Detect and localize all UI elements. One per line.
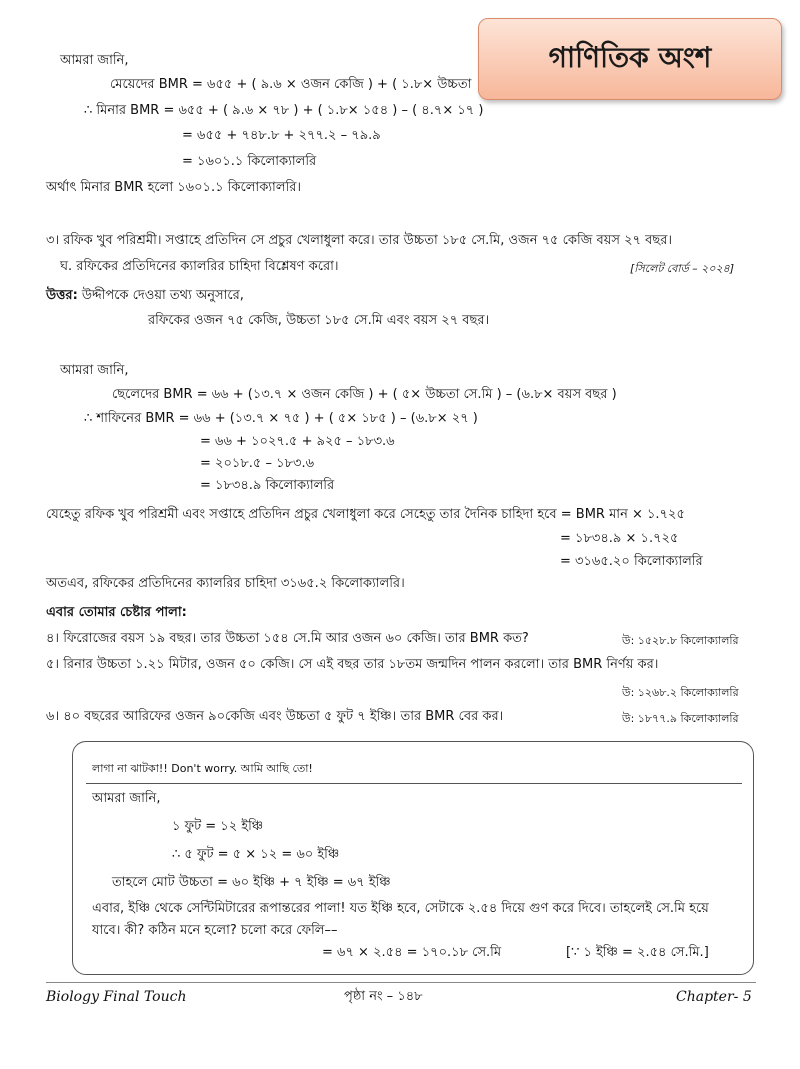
- practice-heading: এবার তোমার চেষ্টার পালা:: [46, 605, 187, 620]
- callout-we-know: আমরা জানি,: [92, 791, 161, 806]
- callout-line-4: এবার, ইঞ্চি থেকে সেন্টিমিটারের রূপান্তরের পালা! যত ইঞ্চি হবে, সেটাকে ২.৫৪ দিয়ে গুণ করে দিবে। তাহলেই সে.মি হয়ে: [92, 901, 709, 916]
- callout-conversion-note: [∵ ১ ইঞ্চি = ২.৫৪ সে.মি.]: [566, 945, 709, 960]
- practice-answer-4: উ: ১৫২৮.৮ কিলোক্যালরি: [622, 634, 739, 647]
- question-3-source: [সিলেট বোর্ড – ২০২৪]: [630, 262, 735, 275]
- answer-line: [46, 287, 244, 305]
- female-bmr-formula: মেয়েদের BMR = ৬৫৫ + ( ৯.৬ × ওজন কেজি ) + ( ১.৮× উচ্চতা: [110, 77, 472, 92]
- answer-text: উদ্দীপকে দেওয়া তথ্য অনুসারে,: [81, 288, 244, 303]
- shafin-bmr-step4: = ১৮৩৪.৯ কিলোক্যালরি: [200, 478, 335, 493]
- section-banner: [478, 18, 782, 100]
- shafin-bmr-step3: = ২০১৮.৫ – ১৮৩.৬: [200, 456, 315, 471]
- answer-label: উত্তর:: [46, 288, 78, 303]
- mina-bmr-step1: ∴ মিনার BMR = ৬৫৫ + ( ৯.৬ × ৭৮ ) + ( ১.৮× ১৫৪ ) – ( ৪.৭× ১৭ ): [84, 103, 484, 118]
- daily-need-conclusion: অতএব, রফিকের প্রতিদিনের ক্যালরির চাহিদা ৩১৬৫.২ কিলোক্যালরি।: [46, 576, 405, 591]
- mina-bmr-step2: = ৬৫৫ + ৭৪৮.৮ + ২৭৭.২ – ৭৯.৯: [182, 128, 381, 143]
- callout-line-2: ∴ ৫ ফুট = ৫ × ১২ = ৬০ ইঞ্চি: [172, 847, 340, 862]
- practice-question-5: ৫। রিনার উচ্চতা ১.২১ মিটার, ওজন ৫০ কেজি। সে এই বছর তার ১৮তম জন্মদিন পালন করলো। তার BMR নির্ণয় কর।: [46, 657, 659, 672]
- question-3-text: ৩। রফিক খুব পরিশ্রমী। সপ্তাহে প্রতিদিন সে প্রচুর খেলাধুলা করে। তার উচ্চতা ১৮৫ সে.মি, ওজন ৭৫ কেজি বয়স ২৭ বছর।: [46, 233, 673, 248]
- daily-need-step2: = ৩১৬৫.২০ কিলোক্যালরি: [560, 554, 703, 569]
- footer-book-title: Biology Final Touch: [46, 989, 187, 1005]
- callout-line-6: = ৬৭ × ২.৫৪ = ১৭০.১৮ সে.মি: [322, 945, 502, 960]
- shafin-bmr-step1: ∴ শাফিনের BMR = ৬৬ + (১৩.৭ × ৭৫ ) + ( ৫× ১৮৫ ) – (৬.৮× ২৭ ): [84, 411, 478, 426]
- callout-line-1: ১ ফুট = ১২ ইঞ্চি: [172, 819, 264, 834]
- given-data: রফিকের ওজন ৭৫ কেজি, উচ্চতা ১৮৫ সে.মি এবং বয়স ২৭ বছর।: [148, 313, 490, 328]
- banner-title: গাণিতিক অংশ: [548, 40, 712, 74]
- practice-answer-5: উ: ১২৬৮.২ কিলোক্যালরি: [622, 686, 739, 699]
- daily-need-step1: = ১৮৩৪.৯ × ১.৭২৫: [560, 531, 679, 546]
- mina-bmr-step3: = ১৬০১.১ কিলোক্যালরি: [182, 154, 317, 169]
- footer-divider: [46, 982, 756, 983]
- question-3-sub: ঘ. রফিকের প্রতিদিনের ক্যালরির চাহিদা বিশ্লেষণ করো।: [60, 259, 339, 274]
- callout-title: লাগা না ঝাটকা!! Don't worry. আমি আছি তো!: [92, 762, 313, 775]
- male-bmr-formula: ছেলেদের BMR = ৬৬ + (১৩.৭ × ওজন কেজি ) + ( ৫× উচ্চতা সে.মি ) – (৬.৮× বয়স বছর ): [112, 387, 617, 402]
- footer-page-number: পৃষ্ঠা নং – ১৪৮: [344, 989, 423, 1004]
- practice-question-4: ৪। ফিরোজের বয়স ১৯ বছর। তার উচ্চতা ১৫৪ সে.মি আর ওজন ৬০ কেজি। তার BMR কত?: [46, 631, 529, 646]
- practice-answer-6: উ: ১৮৭৭.৯ কিলোক্যালরি: [622, 712, 739, 725]
- shafin-bmr-step2: = ৬৬ + ১০২৭.৫ + ৯২৫ – ১৮৩.৬: [200, 434, 395, 449]
- practice-question-6: ৬। ৪০ বছরের আরিফের ওজন ৯০কেজি এবং উচ্চতা ৫ ফুট ৭ ইঞ্চি। তার BMR বের কর।: [46, 709, 504, 724]
- footer-chapter: Chapter- 5: [676, 989, 752, 1005]
- callout-line-5: যাবে। কী? কঠিন মনে হলো? চলো করে ফেলি––: [92, 923, 338, 938]
- we-know-text-2: আমরা জানি,: [60, 363, 129, 378]
- mina-bmr-conclusion: অর্থাৎ মিনার BMR হলো ১৬০১.১ কিলোক্যালরি।: [46, 180, 302, 195]
- callout-divider: [86, 783, 742, 784]
- we-know-text: আমরা জানি,: [60, 53, 129, 68]
- callout-line-3: তাহলে মোট উচ্চতা = ৬০ ইঞ্চি + ৭ ইঞ্চি = ৬৭ ইঞ্চি: [112, 875, 391, 890]
- daily-need-line: যেহেতু রফিক খুব পরিশ্রমী এবং সপ্তাহে প্রতিদিন প্রচুর খেলাধুলা করে সেহেতু তার দৈনিক চাহিদা হবে = BMR মান × ১.৭২৫: [46, 507, 685, 522]
